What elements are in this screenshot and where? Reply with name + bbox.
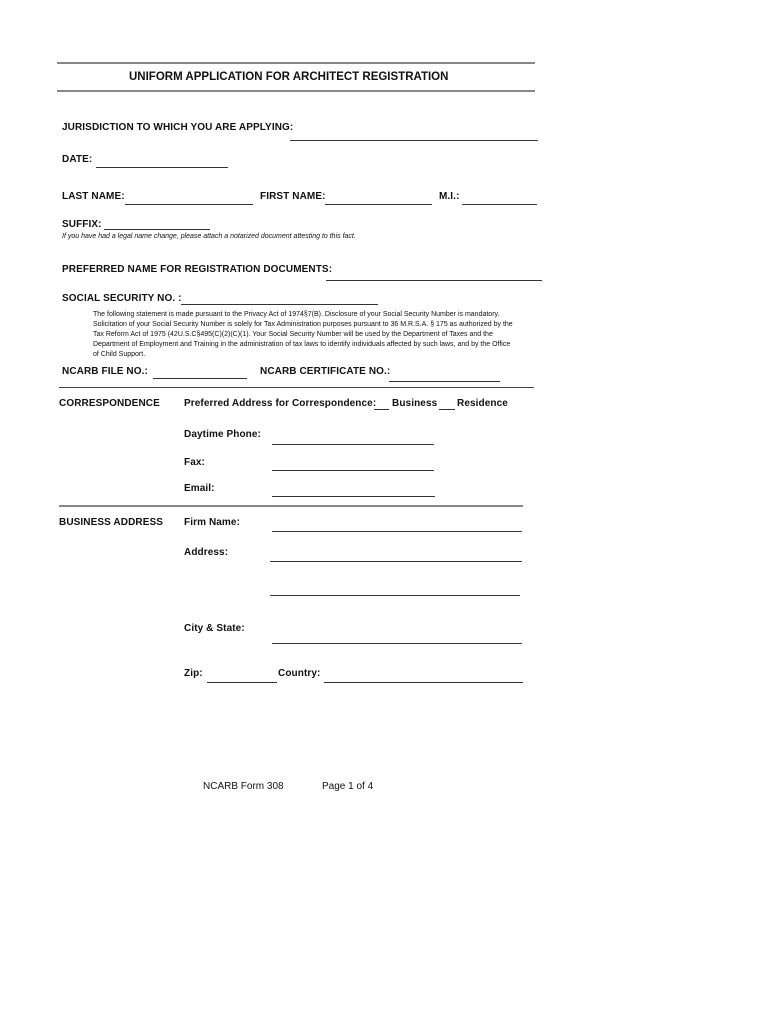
- ssn-field[interactable]: [181, 304, 378, 305]
- firm-name-field[interactable]: [272, 531, 522, 532]
- ncarb-certificate-field[interactable]: [389, 381, 500, 382]
- last-name-label: LAST NAME:: [62, 191, 125, 202]
- fax-field[interactable]: [272, 470, 434, 471]
- form-title: UNIFORM APPLICATION FOR ARCHITECT REGISTRATION: [129, 71, 449, 83]
- title-top-rule: [57, 62, 535, 64]
- firm-name-label: Firm Name:: [184, 517, 241, 528]
- business-checkbox-line[interactable]: [374, 409, 389, 410]
- date-label: DATE:: [62, 154, 93, 165]
- jurisdiction-label: JURISDICTION TO WHICH YOU ARE APPLYING:: [62, 122, 294, 133]
- name-change-note: If you have had a legal name change, please attach a notarized document attesting to this fact.: [62, 233, 356, 240]
- section-divider: [59, 387, 534, 388]
- residence-checkbox-line[interactable]: [439, 409, 455, 410]
- fax-label: Fax:: [184, 457, 205, 468]
- last-name-field[interactable]: [125, 204, 253, 205]
- ncarb-file-label: NCARB FILE NO.:: [62, 366, 148, 377]
- page-number: Page 1 of 4: [322, 781, 374, 792]
- city-state-field[interactable]: [272, 643, 522, 644]
- jurisdiction-field[interactable]: [290, 140, 538, 141]
- email-field[interactable]: [272, 496, 435, 497]
- ssn-privacy-statement: The following statement is made pursuant to the Privacy Act of 1974§7(B). Disclosure of your Social Security Number is mandatory. Solicitation of your Social Security Number is solely for Tax Administration purposes pursuant to 36 M.R.S.A. § 175 as authorized by the Tax Reform Act of 1975 (42U.S.C§495(C)(2)(C)(1). Your Social Security Number will be used by the Department of Taxes and the Department of Employment and Training in the administration of tax laws to identify individuals affected by such laws, and by the Office of Child Support.: [93, 311, 513, 358]
- address-field-line-2[interactable]: [270, 595, 520, 596]
- zip-field[interactable]: [207, 682, 277, 683]
- date-field[interactable]: [96, 167, 228, 168]
- email-label: Email:: [184, 483, 215, 494]
- mi-field[interactable]: [462, 204, 537, 205]
- form-number: NCARB Form 308: [203, 781, 284, 792]
- zip-label: Zip:: [184, 668, 203, 679]
- ssn-label: SOCIAL SECURITY NO. :: [62, 293, 182, 304]
- business-option-label: Business: [392, 398, 438, 409]
- city-state-label: City & State:: [184, 623, 245, 634]
- daytime-phone-label: Daytime Phone:: [184, 429, 261, 440]
- title-bottom-rule: [57, 90, 535, 92]
- preferred-name-field[interactable]: [326, 280, 542, 281]
- residence-option-label: Residence: [457, 398, 508, 409]
- daytime-phone-field[interactable]: [272, 444, 434, 445]
- correspondence-section-title: CORRESPONDENCE: [59, 398, 160, 409]
- suffix-label: SUFFIX:: [62, 219, 102, 230]
- suffix-field[interactable]: [104, 229, 210, 230]
- ncarb-file-field[interactable]: [153, 378, 247, 379]
- address-field-line-1[interactable]: [270, 561, 522, 562]
- country-label: Country:: [278, 668, 321, 679]
- preferred-address-label: Preferred Address for Correspondence:: [184, 398, 377, 409]
- country-field[interactable]: [324, 682, 523, 683]
- ncarb-certificate-label: NCARB CERTIFICATE NO.:: [260, 366, 391, 377]
- preferred-name-label: PREFERRED NAME FOR REGISTRATION DOCUMENTS:: [62, 264, 333, 275]
- address-label: Address:: [184, 547, 229, 558]
- section-divider-2: [59, 505, 523, 507]
- mi-label: M.I.:: [439, 191, 460, 202]
- first-name-label: FIRST NAME:: [260, 191, 326, 202]
- first-name-field[interactable]: [325, 204, 432, 205]
- business-address-section-title: BUSINESS ADDRESS: [59, 517, 164, 528]
